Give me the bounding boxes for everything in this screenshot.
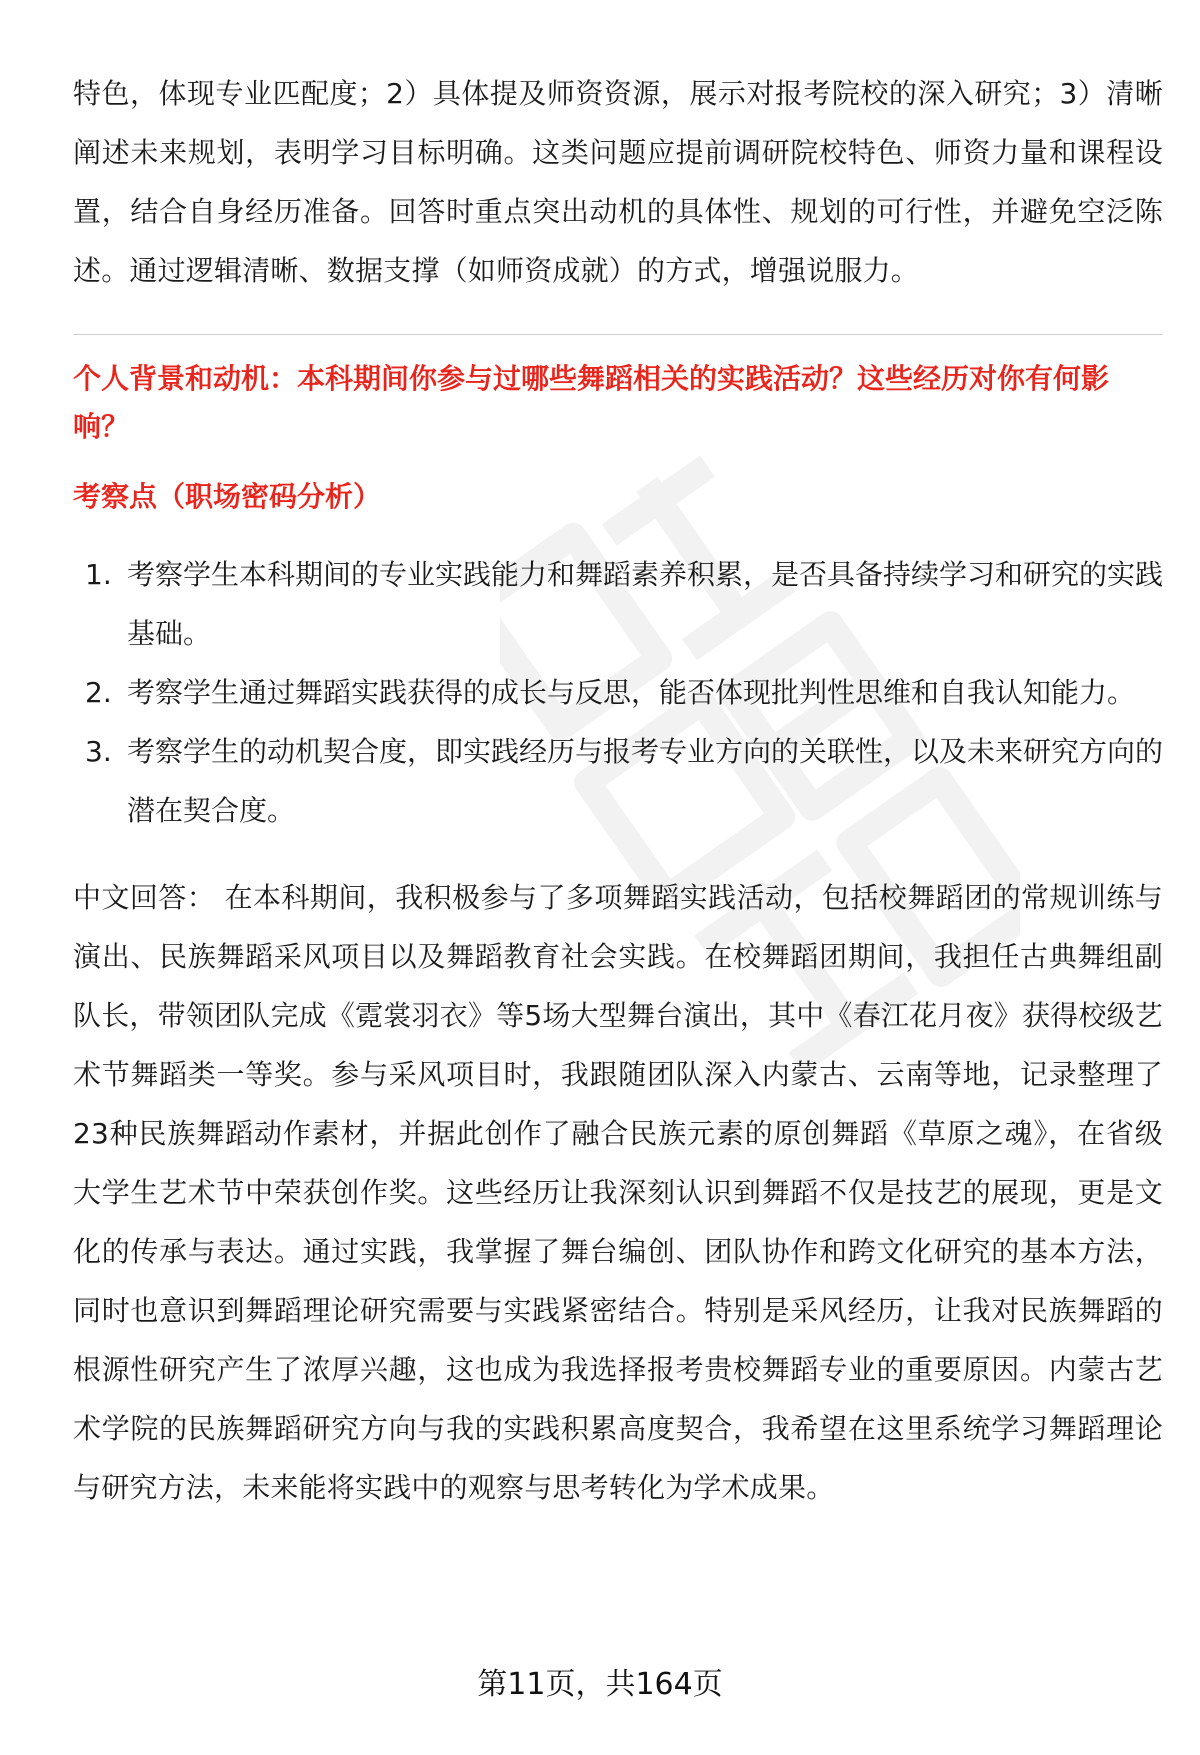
previous-answer-continuation: 特色，体现专业匹配度；2）具体提及师资资源，展示对报考院校的深入研究；3）清晰阐述未来规划，表明学习目标明确。这类问题应提前调研院校特色、师资力量和课程设置，结合自身经历准备。回答时重点突出动机的具体性、规划的可行性，并避免空泛陈述。通过逻辑清晰、数据支撑（如师资成就）的方式，增强说服力。 [73, 77, 1163, 287]
assessment-heading: 考察点（职场密码分析） [73, 480, 382, 513]
list-item [73, 545, 1163, 663]
list-item-number: 3. [85, 735, 112, 768]
list-item-number: 1. [85, 558, 112, 591]
list-item-text: 考察学生的动机契合度，即实践经历与报考专业方向的关联性，以及未来研究方向的潜在契合度。 [127, 735, 1164, 827]
page-content [73, 64, 1163, 1517]
interview-question: 个人背景和动机：本科期间你参与过哪些舞蹈相关的实践活动？这些经历对你有何影响？ [73, 362, 1110, 443]
list-item [73, 722, 1163, 840]
list-item-text: 考察学生本科期间的专业实践能力和舞蹈素养积累，是否具备持续学习和研究的实践基础。 [127, 558, 1164, 650]
section-divider [73, 334, 1163, 335]
page-number: 第11页，共164页 [477, 1667, 723, 1702]
list-item-number: 2. [85, 676, 112, 709]
assessment-points-list [73, 545, 1163, 840]
chinese-answer: 中文回答： 在本科期间，我积极参与了多项舞蹈实践活动，包括校舞蹈团的常规训练与演出、民族舞蹈采风项目以及舞蹈教育社会实践。在校舞蹈团期间，我担任古典舞组副队长，带领团队完成《霓裳羽衣》等5场大型舞台演出，其中《春江花月夜》获得校级艺术节舞蹈类一等奖。参与采风项目时，我跟随团队深入内蒙古、云南等地，记录整理了23种民族舞蹈动作素材，并据此创作了融合民族元素的原创舞蹈《草原之魂》，在省级大学生艺术节中荣获创作奖。这些经历让我深刻认识到舞蹈不仅是技艺的展现，更是文化的传承与表达。通过实践，我掌握了舞台编创、团队协作和跨文化研究的基本方法，同时也意识到舞蹈理论研究需要与实践紧密结合。特别是采风经历，让我对民族舞蹈的根源性研究产生了浓厚兴趣，这也成为我选择报考贵校舞蹈专业的重要原因。内蒙古艺术学院的民族舞蹈研究方向与我的实践积累高度契合，我希望在这里系统学习舞蹈理论与研究方法，未来能将实践中的观察与思考转化为学术成果。 [73, 881, 1163, 1504]
list-item [73, 663, 1163, 722]
list-item-text: 考察学生通过舞蹈实践获得的成长与反思，能否体现批判性思维和自我认知能力。 [127, 676, 1136, 709]
